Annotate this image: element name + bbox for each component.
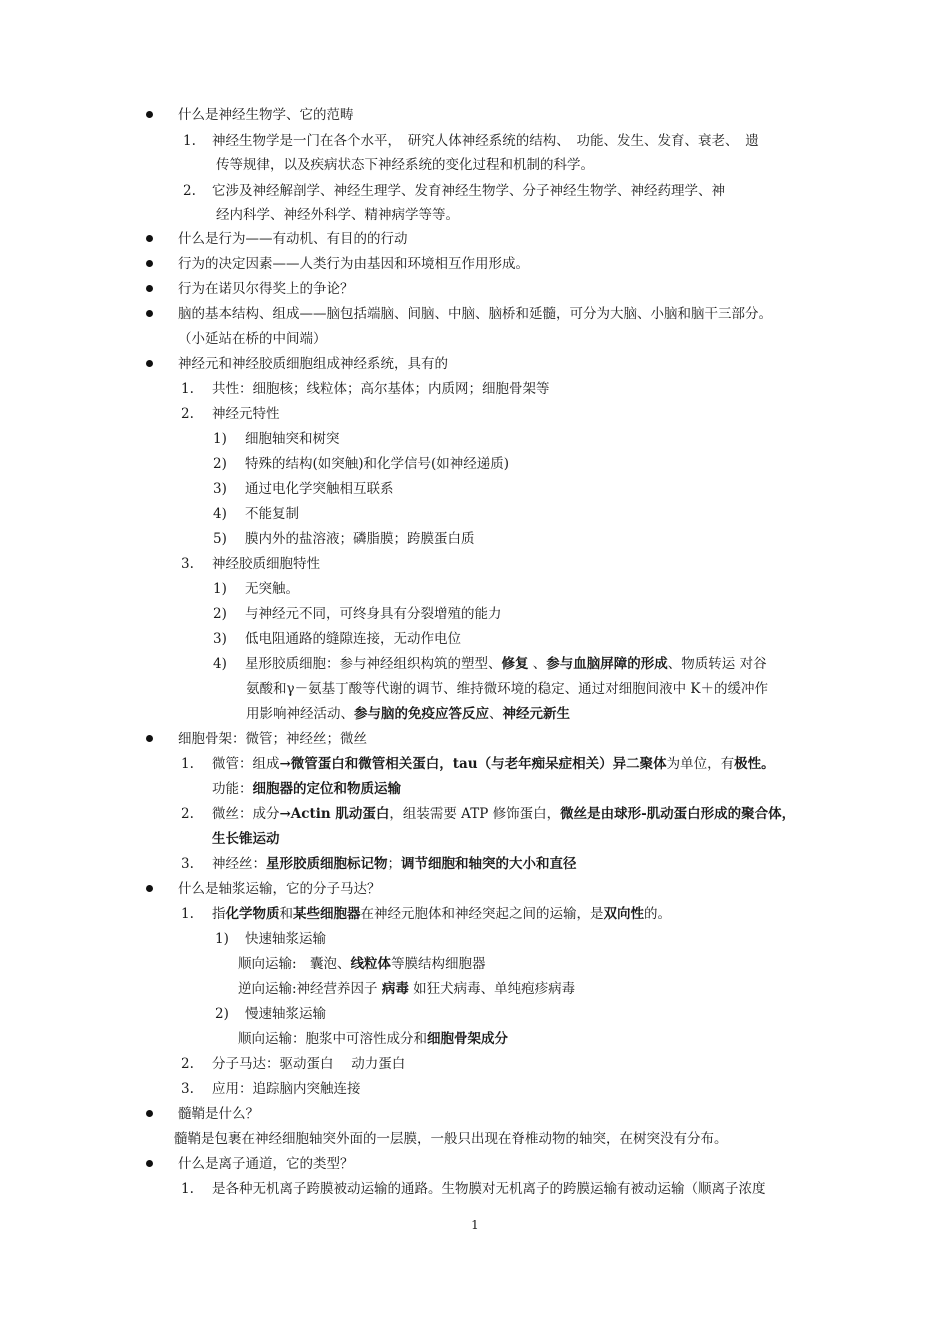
text-run: 和 bbox=[279, 906, 293, 922]
heading-text: 神经元和神经胶质细胞组成神经系统，具有的 bbox=[178, 356, 448, 372]
paragraph-line bbox=[246, 705, 570, 723]
paragraph-line: 快速轴浆运输 bbox=[245, 931, 326, 947]
list-number: 2. bbox=[181, 806, 194, 822]
list-number: 2) bbox=[213, 606, 227, 622]
heading-text: 什么是神经生物学、它的范畴 bbox=[178, 107, 354, 123]
paragraph-line: 通过电化学突触相互联系 bbox=[245, 481, 394, 497]
heading-text: 行为在诺贝尔得奖上的争论？ bbox=[178, 281, 354, 297]
heading-text: 行为的决定因素——人类行为由基因和环境相互作用形成。 bbox=[178, 256, 529, 272]
paragraph-line: 无突触。 bbox=[245, 581, 299, 597]
bullet-icon bbox=[146, 885, 153, 892]
text-run: 、 bbox=[528, 656, 547, 672]
paragraph-line: 神经胶质细胞特性 bbox=[212, 556, 320, 572]
bold-run: 线粒体 bbox=[350, 956, 392, 972]
text-run: 等膜结构细胞器 bbox=[391, 956, 486, 972]
bold-run: 参与脑的免疫应答反应 bbox=[354, 706, 489, 722]
heading-text: 什么是轴浆运输，它的分子马达？ bbox=[178, 881, 381, 897]
text-run: 如狂犬病毒、单纯疱疹病毒 bbox=[408, 981, 576, 997]
list-number: 3. bbox=[181, 1081, 194, 1097]
list-number: 1) bbox=[213, 431, 227, 447]
list-number: 1) bbox=[213, 581, 227, 597]
list-number: 3. bbox=[181, 856, 194, 872]
paragraph-line: 分子马达：驱动蛋白 动力蛋白 bbox=[212, 1056, 406, 1072]
bold-run: 极性。 bbox=[734, 756, 775, 772]
list-number: 1) bbox=[215, 931, 229, 947]
paragraph-line: 髓鞘是包裹在神经细胞轴突外面的一层膜，一般只出现在脊椎动物的轴突，在树突没有分布。 bbox=[174, 1131, 728, 1147]
text-run: 逆向运输:神经营养因子 bbox=[238, 981, 382, 997]
bold-run: 星形胶质细胞标记物 bbox=[266, 856, 388, 872]
bullet-icon bbox=[146, 1110, 153, 1117]
bold-run: 神经元新生 bbox=[502, 706, 570, 722]
bullet-icon bbox=[146, 235, 153, 242]
paragraph-line bbox=[238, 1030, 508, 1048]
text-run: 为单位，有 bbox=[666, 756, 735, 772]
text-run: 顺向运输：胞浆中可溶性成分和 bbox=[238, 1031, 427, 1047]
heading-text: 什么是离子通道，它的类型？ bbox=[178, 1156, 354, 1172]
list-number: 1. bbox=[181, 381, 194, 397]
bold-run: →微管蛋白和微管相关蛋白，tau（与老年痴呆症相关）异二聚体 bbox=[279, 756, 667, 772]
paragraph-line: 经内科学、神经外科学、精神病学等等。 bbox=[216, 207, 459, 223]
paragraph-line bbox=[212, 780, 401, 798]
paragraph-line bbox=[212, 830, 280, 848]
text-run: 功能： bbox=[212, 781, 253, 797]
list-number: 2) bbox=[215, 1006, 229, 1022]
heading-text: 什么是行为——有动机、有目的的行动 bbox=[178, 231, 408, 247]
bold-run: 修复 bbox=[501, 656, 529, 672]
text-run: 顺向运输: 囊泡、 bbox=[238, 956, 351, 972]
bullet-icon bbox=[146, 360, 153, 367]
bold-run: 病毒 bbox=[381, 981, 409, 997]
paragraph-line bbox=[238, 980, 575, 998]
paragraph-line bbox=[238, 955, 486, 973]
heading-text: 细胞骨架：微管；神经丝；微丝 bbox=[178, 731, 367, 747]
bullet-icon bbox=[146, 111, 153, 118]
paragraph-line: 神经生物学是一门在各个水平， 研究人体神经系统的结构、 功能、发生、发育、衰老、 遗 bbox=[212, 133, 759, 149]
heading-text: 髓鞘是什么？ bbox=[178, 1106, 259, 1122]
text-run: 神经丝： bbox=[212, 856, 266, 872]
bold-run: 微丝是由球形-肌动蛋白形成的聚合体， bbox=[560, 806, 796, 822]
bullet-icon bbox=[146, 285, 153, 292]
paragraph-line bbox=[245, 655, 767, 673]
paragraph-line: 膜内外的盐溶液；磷脂膜；跨膜蛋白质 bbox=[245, 531, 475, 547]
paragraph-line bbox=[212, 755, 775, 773]
text-run: 指 bbox=[212, 906, 226, 922]
list-number: 1. bbox=[181, 906, 194, 922]
text-run: 星形胶质细胞：参与神经组织构筑的塑型、 bbox=[245, 656, 502, 672]
list-number: 4) bbox=[213, 656, 227, 672]
bullet-icon bbox=[146, 260, 153, 267]
paragraph-line bbox=[212, 905, 671, 923]
paragraph-line: 不能复制 bbox=[245, 506, 299, 522]
list-number: 2. bbox=[183, 183, 196, 199]
heading-text: 脑的基本结构、组成——脑包括端脑、间脑、中脑、脑桥和延髓，可分为大脑、小脑和脑干三部分。 bbox=[178, 306, 772, 322]
bold-run: 参与血脑屏障的形成 bbox=[546, 656, 668, 672]
paragraph-line: 低电阻通路的缝隙连接，无动作电位 bbox=[245, 631, 461, 647]
bold-run: 双向性 bbox=[603, 906, 644, 922]
paragraph-line bbox=[212, 855, 577, 873]
bold-run: 生长锥运动 bbox=[212, 831, 280, 847]
paragraph-line: 细胞轴突和树突 bbox=[245, 431, 340, 447]
text-run: 、 bbox=[489, 706, 503, 722]
paragraph-line: （小延站在桥的中间端） bbox=[178, 331, 327, 347]
list-number: 3) bbox=[213, 631, 227, 647]
paragraph-line: 与神经元不同，可终身具有分裂增殖的能力 bbox=[245, 606, 502, 622]
text-run: ，组装需要 ATP 修饰蛋白， bbox=[389, 806, 561, 822]
paragraph-line: 氨酸和γ－氨基丁酸等代谢的调节、维持微环境的稳定、通过对细胞间液中 K＋的缓冲作 bbox=[246, 681, 768, 697]
paragraph-line: 共性：细胞核；线粒体；高尔基体；内质网；细胞骨架等 bbox=[212, 381, 550, 397]
paragraph-line: 传等规律，以及疾病状态下神经系统的变化过程和机制的科学。 bbox=[216, 157, 594, 173]
list-number: 1. bbox=[181, 1181, 194, 1197]
paragraph-line: 慢速轴浆运输 bbox=[245, 1006, 326, 1022]
list-number: 2. bbox=[181, 406, 194, 422]
page-number: 1 bbox=[471, 1218, 479, 1232]
bullet-icon bbox=[146, 735, 153, 742]
bullet-icon bbox=[146, 1160, 153, 1167]
list-number: 4) bbox=[213, 506, 227, 522]
bold-run: →Actin 肌动蛋白 bbox=[279, 806, 390, 822]
bold-run: 某些细胞器 bbox=[293, 906, 361, 922]
text-run: 、物质转运 对谷 bbox=[667, 656, 767, 672]
list-number: 5) bbox=[213, 531, 227, 547]
text-run: 用影响神经活动、 bbox=[246, 706, 354, 722]
bold-run: 细胞骨架成分 bbox=[427, 1031, 508, 1047]
paragraph-line: 它涉及神经解剖学、神经生理学、发育神经生物学、分子神经生物学、神经药理学、神 bbox=[212, 183, 725, 199]
paragraph-line: 应用：追踪脑内突触连接 bbox=[212, 1081, 361, 1097]
paragraph-line bbox=[212, 805, 795, 823]
list-number: 1. bbox=[181, 756, 194, 772]
text-run: 微管：组成 bbox=[212, 756, 280, 772]
list-number: 3) bbox=[213, 481, 227, 497]
paragraph-line: 神经元特性 bbox=[212, 406, 280, 422]
paragraph-line: 是各种无机离子跨膜被动运输的通路。生物膜对无机离子的跨膜运输有被动运输（顺离子浓度 bbox=[212, 1181, 766, 1197]
text-run: 在神经元胞体和神经突起之间的运输，是 bbox=[360, 906, 604, 922]
list-number: 3. bbox=[181, 556, 194, 572]
bold-run: 调节细胞和轴突的大小和直径 bbox=[401, 856, 577, 872]
list-number: 1. bbox=[183, 133, 196, 149]
text-run: ； bbox=[387, 856, 401, 872]
bold-run: 细胞器的定位和物质运输 bbox=[252, 781, 401, 797]
bold-run: 化学物质 bbox=[225, 906, 280, 922]
text-run: 微丝：成分 bbox=[212, 806, 280, 822]
text-run: 的。 bbox=[644, 906, 671, 922]
list-number: 2. bbox=[181, 1056, 194, 1072]
bullet-icon bbox=[146, 310, 153, 317]
paragraph-line: 特殊的结构(如突触)和化学信号(如神经递质) bbox=[245, 456, 510, 472]
list-number: 2) bbox=[213, 456, 227, 472]
